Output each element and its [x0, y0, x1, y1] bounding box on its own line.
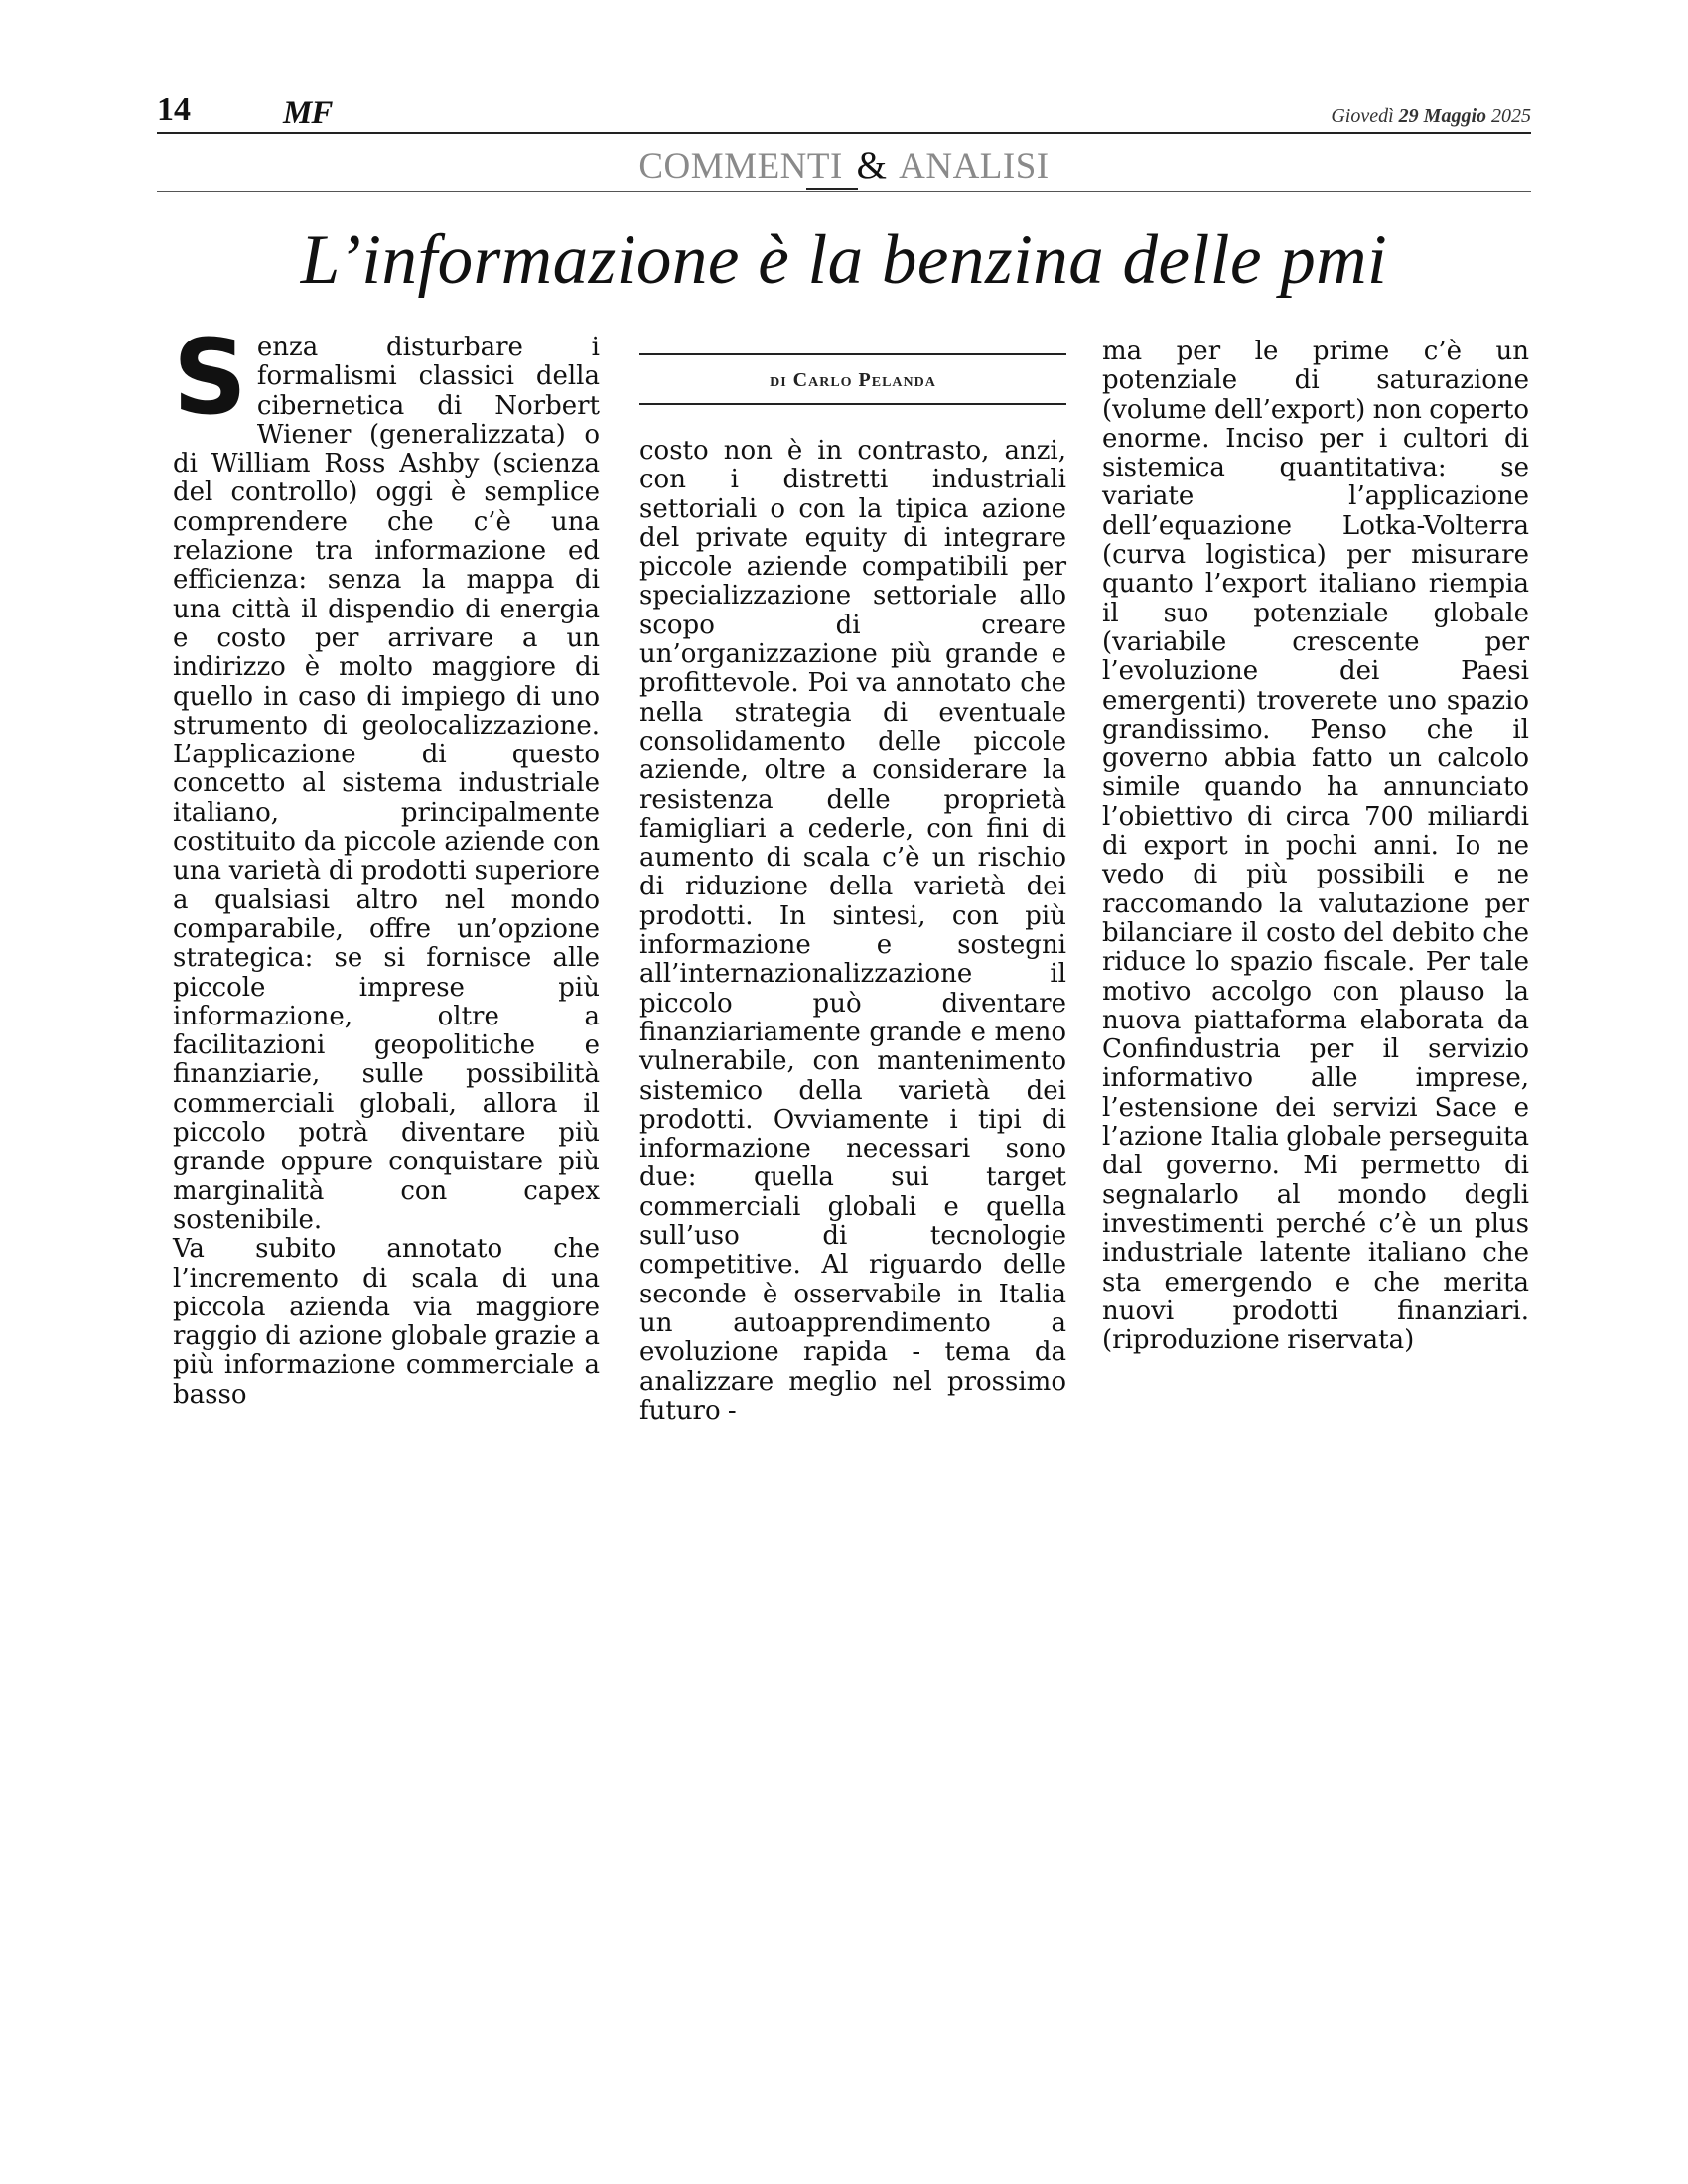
- date-weekday: Giovedì: [1331, 105, 1394, 127]
- section-underline: [806, 188, 858, 190]
- header-rule: [157, 132, 1531, 134]
- date-day-month: 29 Maggio: [1398, 105, 1486, 127]
- byline-box: [639, 353, 1066, 405]
- dropcap: S: [173, 317, 247, 438]
- masthead-logo: MF: [283, 95, 333, 131]
- section-title: [0, 143, 1688, 188]
- col3-paragraph-1: ma per le prime c’è un potenziale di saturazione (volume dell’export) non coperto enorme. Inciso per i cultori di sistemica quantitativa: se variate l’applicazione dell’equazione Lotka-Volterra (curva logistica) per misurare quanto l’export italiano riempia il suo potenziale globale (variabile crescente per l’evoluzione dei Paesi emergenti) troverete uno spazio grandissimo. Penso che il governo abbia fatto un calcolo simile quando ha annunciato l’obiettivo di circa 700 miliardi di export in pochi anni. Io ne vedo di più possibili e ne raccomando la valutazione per bilanciare il costo del debito che riduce lo spazio fiscale. Per tale motivo accolgo con plauso la nuova piattaforma elaborata da Confindustria per il servizio informativo alle imprese, l’estensione dei servizi Sace e l’azione Italia globale perseguita dal governo. Mi permetto di segnalarlo al mondo degli investimenti perché c’è un plus industriale latente italiano che sta emergendo e che merita nuovi prodotti finanziari. (riproduzione riservata): [1102, 337, 1529, 1356]
- page-number: 14: [157, 91, 191, 128]
- section-left: COMMENTI: [638, 146, 843, 187]
- section-amp: &: [856, 144, 888, 187]
- article-column-2: [639, 437, 1066, 1426]
- col2-paragraph-1: costo non è in contrasto, anzi, con i distretti industriali settoriali o con la tipica azione del private equity di integrare piccole aziende compatibili per specializzazione settoriale allo scopo di creare un’organizzazione più grande e profittevole. Poi va annotato che nella strategia di eventuale consolidamento delle piccole aziende, oltre a considerare la resistenza delle proprietà famigliari a cederle, con fini di aumento di scala c’è un rischio di riduzione della varietà dei prodotti. In sintesi, con più informazione e sostegni all’internazionalizzazione il piccolo può diventare finanziariamente grande e meno vulnerabile, con mantenimento sistemico della varietà dei prodotti. Ovviamente i tipi di informazione necessari sono due: quella sui target commerciali globali e quella sull’uso di tecnologie competitive. Al riguardo delle seconde è osservabile in Italia un autoapprendimento a evoluzione rapida - tema da analizzare meglio nel prossimo futuro -: [639, 436, 1066, 1426]
- headline: L’informazione è la benzina delle pmi: [300, 221, 1388, 299]
- article-column-3: [1102, 338, 1529, 1355]
- header-date: [1331, 105, 1531, 128]
- date-year: 2025: [1491, 105, 1531, 127]
- article-column-1: [173, 317, 600, 1410]
- section-right: ANALISI: [899, 146, 1050, 187]
- col1-paragraph-2: Va subito annotato che l’incremento di scala di una piccola azienda via maggiore raggio di azione globale grazie a più informazione commerciale a basso: [173, 1234, 600, 1410]
- col1-paragraph-1: enza disturbare i formalismi classici della cibernetica di Norbert Wiener (generalizzata) o di William Ross Ashby (scienza del controllo) oggi è semplice comprendere che c’è una relazione tra informazione ed efficienza: senza la mappa di una città il dispendio di energia e costo per arrivare a un indirizzo è molto maggiore di quello in caso di impiego di uno strumento di geolocalizzazione. L’applicazione di questo concetto al sistema industriale italiano, principalmente costituito da piccole aziende con una varietà di prodotti superiore a qualsiasi altro nel mondo comparabile, offre un’opzione strategica: se si fornisce alle piccole imprese più informazione, oltre a facilitazioni geopolitiche e finanziarie, sulle possibilità commerciali globali, allora il piccolo potrà diventare più grande oppure conquistare più marginalità con capex sostenibile.: [173, 333, 600, 1235]
- section-rule: [157, 191, 1531, 192]
- byline: di Carlo Pelanda: [770, 369, 936, 391]
